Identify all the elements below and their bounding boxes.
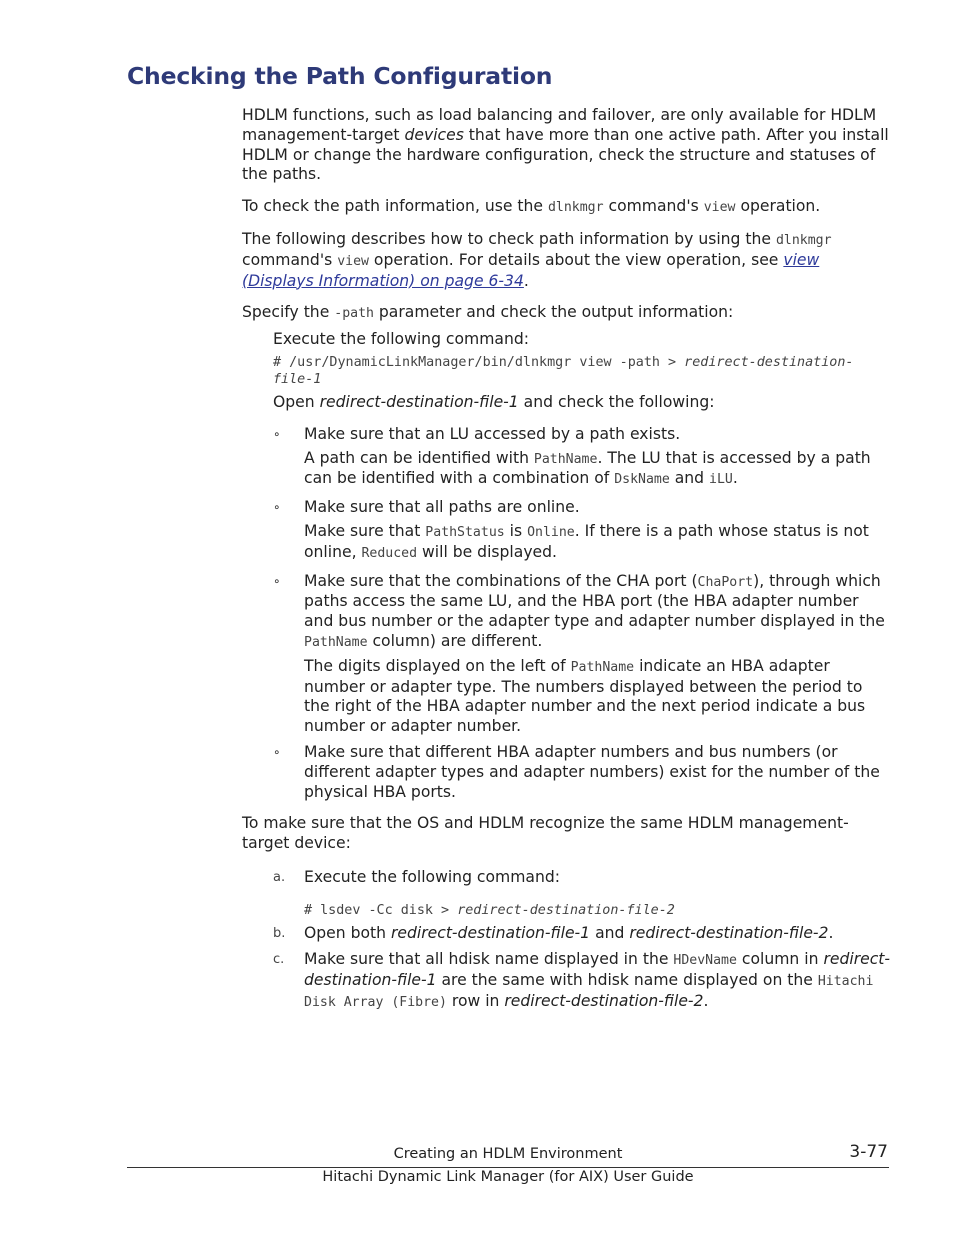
step-marker: c. [273,952,285,967]
bullet-icon: ∘ [273,500,281,515]
text-span: To check the path information, use the [242,197,548,216]
footer-divider [127,1167,889,1168]
step-text [304,924,892,944]
text-span: and [669,469,710,488]
recognize-paragraph: To make sure that the OS and HDLM recognize the same HDLM management-target device: [242,814,849,853]
bullet-icon: ∘ [273,744,281,759]
view-reference-link[interactable]: view (Displays Information) on page 6-34 [242,250,820,290]
text-span: The digits displayed on the left of [304,656,571,675]
list-item [273,425,892,490]
text-span: The following describes how to check path information by using the [242,229,776,248]
bullet-sub [304,522,892,564]
text-span: command's [603,197,704,216]
code-span: PathName [304,634,368,650]
text-span: . [828,924,834,943]
code-span: PathName [533,451,598,467]
list-item [273,743,892,802]
code-span: PathStatus [425,524,505,540]
bullet-main: Make sure that an LU accessed by a path exists. [304,424,681,443]
step-marker: a. [273,869,286,885]
list-item [273,498,892,563]
text-span: and check the following: [518,392,715,411]
code-span: iLU [709,472,733,488]
code-span: PathName [570,659,635,675]
list-item [273,572,892,737]
text-span: column) are different. [367,631,543,650]
footer-book-title: Hitachi Dynamic Link Manager (for AIX) User Guide [322,1169,694,1185]
code-span: Hitachi Disk Array (Fibre) [304,973,874,1010]
text-span: will be displayed. [417,542,557,561]
bullet-icon: ∘ [273,573,281,588]
text-span: . [732,469,738,488]
code-span: -path [334,306,374,322]
code-span: Reduced [361,545,418,561]
text-span: devices [404,125,464,144]
step-text: Execute the following command: [304,867,561,886]
text-span: operation. [735,197,821,216]
lsdev-command [304,902,892,920]
open-file-paragraph [273,393,892,413]
step-text [304,950,892,1012]
text-span: column in [736,950,824,968]
bullet-sub [304,449,892,491]
text-span: operation. For details about the view operation, see [368,250,784,269]
code-span: redirect-destination-file-1 [273,354,854,388]
intro-paragraph-2 [242,197,892,218]
main-content [242,106,892,1012]
text-span: parameter and check the output information: [373,303,734,322]
text-span: that have more than one active path. After you install HDLM or change the hardware configuration, check the structure and statuses of the paths. [242,125,889,184]
code-span: view [337,253,369,269]
bullet-main [304,572,892,653]
intro-paragraph-3 [242,230,892,291]
text-span: redirect-destination-file-2 [504,991,704,1010]
code-span: redirect-destination-file-2 [457,902,675,918]
text-span: indicate an HBA adapter number or adapter type. The numbers displayed between the period to the right of the HBA adapter number and the next period indicate a bus number or adapter number. [304,656,866,736]
text-span: redirect-destination-file-1 [391,924,591,943]
text-span: ), through which paths access the same LU, and the HBA port (the HBA adapter number and bus number or the adapter type and adapter number displayed in the [304,571,885,631]
text-span: is [504,521,528,540]
intro-paragraph-1 [242,106,892,185]
text-span: A path can be identified with [304,448,534,467]
text-span: . [703,991,709,1010]
text-span: redirect-destination-file-2 [629,924,829,943]
code-span: # lsdev -Cc disk > [304,902,458,918]
code-span: HDevName [673,953,737,968]
check-list [273,425,892,803]
step-c [273,950,892,1012]
text-span: are the same with hdisk name displayed on the [436,970,818,989]
text-span: Open both [304,924,391,943]
code-span: # /usr/DynamicLinkManager/bin/dlnkmgr view -path > [273,354,685,370]
text-span: . [523,271,529,290]
specify-details [273,330,892,802]
bullet-icon: ∘ [273,426,281,441]
bullet-main: Make sure that all paths are online. [304,498,580,517]
code-span: DskName [614,472,670,488]
text-span: and [590,924,630,943]
step-list [273,868,892,1012]
step-a [273,868,892,919]
text-span: . If there is a path whose status is not online, [304,521,869,561]
text-span: redirect-destination-file-1 [319,392,519,411]
code-span: dlnkmgr [775,232,832,248]
page-number: 3-77 [849,1142,888,1162]
text-span: row in [446,991,505,1010]
bullet-sub [304,657,892,737]
step-b [273,924,892,944]
text-span: Open [273,392,320,411]
code-span: ChaPort [697,574,754,590]
code-span: view [703,200,736,216]
execute-label: Execute the following command: [273,330,530,349]
text-span: Make sure that all hdisk name displayed in the [304,950,674,968]
bullet-main: Make sure that different HBA adapter numbers and bus numbers (or different adapter types and adapter numbers) exist for the number of the physical HBA ports. [304,742,880,801]
step-marker: b. [273,926,286,942]
code-span: Online [527,524,575,540]
page-title: Checking the Path Configuration [127,62,553,90]
dlnkmgr-command [273,354,892,389]
text-span: Specify the [242,303,335,322]
specify-paragraph [242,303,892,324]
text-span: Make sure that [304,521,426,540]
text-span: . The LU that is accessed by a path can be identified with a combination of [304,448,871,488]
footer-chapter: Creating an HDLM Environment [393,1146,623,1162]
code-span: dlnkmgr [547,200,604,216]
text-span: command's [242,250,338,269]
text-span: redirect-destination-file-1 [304,950,891,989]
text-span: HDLM functions, such as load balancing and failover, are only available for HDLM management-target [242,106,877,144]
text-span: Make sure that the combinations of the CHA port ( [304,571,698,590]
